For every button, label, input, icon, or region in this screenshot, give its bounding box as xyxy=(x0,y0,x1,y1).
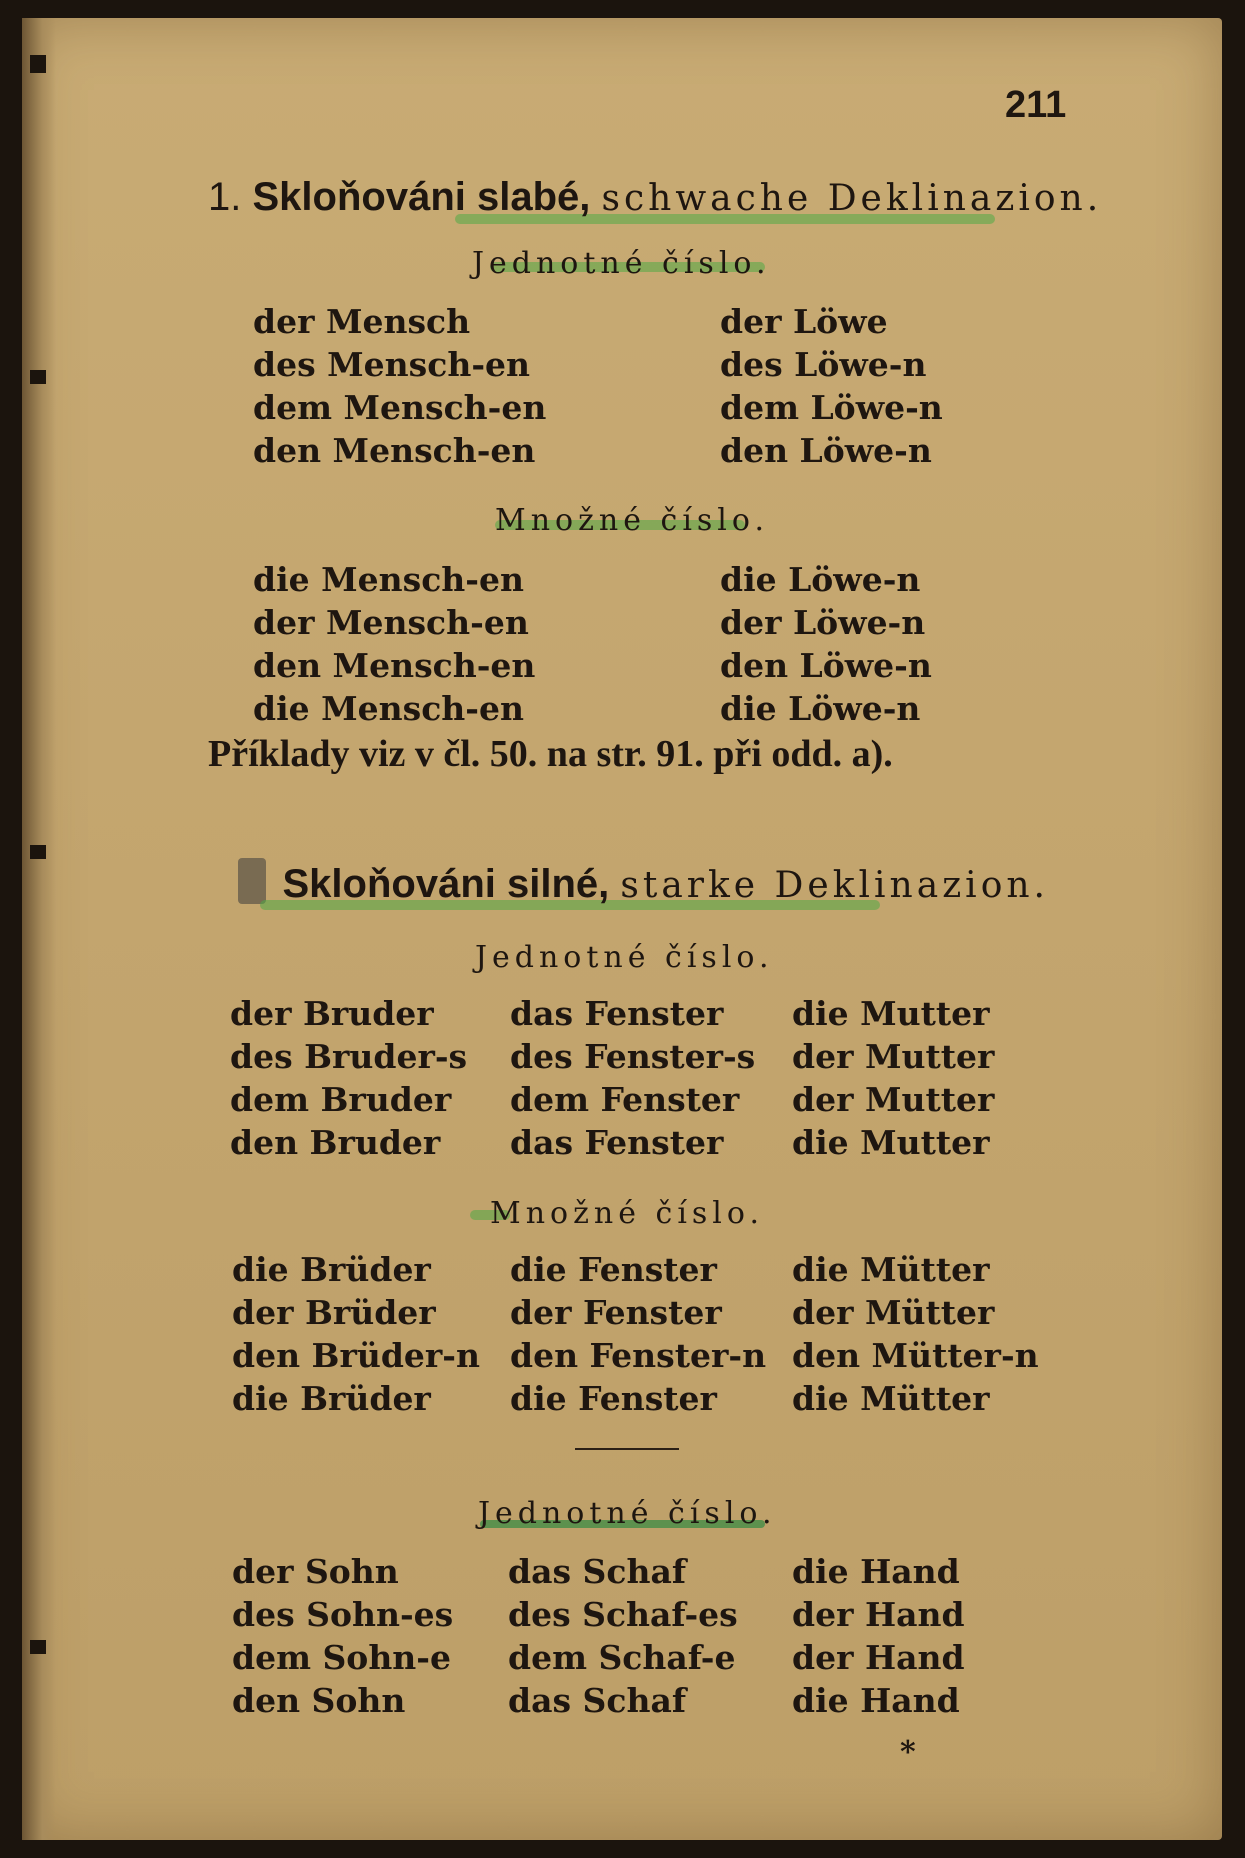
list-item: der Brüder xyxy=(232,1293,436,1332)
list-item: die Hand xyxy=(792,1681,960,1720)
binding-mark xyxy=(30,845,46,859)
section1-reference: Příklady viz v čl. 50. na str. 91. při odd. a). xyxy=(208,733,893,775)
list-item: der Fenster xyxy=(510,1293,722,1332)
section2-singular-col2 xyxy=(510,992,755,1164)
section1-plural-label: Množné číslo. xyxy=(495,503,769,538)
list-item: den Löwe-n xyxy=(720,646,932,685)
list-item: der Hand xyxy=(792,1595,965,1634)
section3-col3 xyxy=(792,1550,965,1722)
list-item: das Schaf xyxy=(508,1681,687,1720)
section3-col1 xyxy=(232,1550,453,1722)
list-item: die Löwe-n xyxy=(720,560,921,599)
list-item: das Fenster xyxy=(510,1123,724,1162)
section2-title-cz: Skloňováni silné, xyxy=(282,862,610,906)
list-item: der Mütter xyxy=(792,1293,995,1332)
binding-mark xyxy=(30,1640,46,1654)
list-item: der Mutter xyxy=(792,1037,995,1076)
list-item: des Löwe-n xyxy=(720,345,927,384)
section3-singular-label: Jednotné číslo. xyxy=(478,1496,777,1531)
list-item: des Schaf-es xyxy=(508,1595,738,1634)
list-item: der Löwe xyxy=(720,302,888,341)
list-item: den Fenster-n xyxy=(510,1336,767,1375)
list-item: das Fenster xyxy=(510,994,724,1033)
list-item: die Mutter xyxy=(792,1123,990,1162)
list-item: des Bruder-s xyxy=(230,1037,468,1076)
list-item: des Mensch-en xyxy=(253,345,531,384)
list-item: der Hand xyxy=(792,1638,965,1677)
list-item: dem Bruder xyxy=(230,1080,452,1119)
list-item: der Mensch xyxy=(253,302,471,341)
binding-mark xyxy=(30,370,46,384)
section1-singular-label: Jednotné číslo. xyxy=(472,246,771,281)
list-item: die Mutter xyxy=(792,994,990,1033)
list-item: der Mensch-en xyxy=(253,603,529,642)
list-item: des Sohn-es xyxy=(232,1595,454,1634)
binding-mark xyxy=(30,55,46,73)
list-item: dem Fenster xyxy=(510,1080,740,1119)
list-item: den Sohn xyxy=(232,1681,406,1720)
list-item: den Mütter-n xyxy=(792,1336,1039,1375)
list-item: dem Sohn-e xyxy=(232,1638,451,1677)
section1-title-de: schwache Deklinazion. xyxy=(601,178,1103,219)
list-item: dem Schaf-e xyxy=(508,1638,736,1677)
list-item: des Fenster-s xyxy=(510,1037,756,1076)
list-item: den Mensch-en xyxy=(253,431,536,470)
section2-plural-col1 xyxy=(232,1248,480,1420)
list-item: der Bruder xyxy=(230,994,434,1033)
list-item: den Bruder xyxy=(230,1123,441,1162)
list-item: die Mensch-en xyxy=(253,689,524,728)
section2-plural-label: Množné číslo. xyxy=(490,1196,764,1231)
list-item: dem Löwe-n xyxy=(720,388,943,427)
section1-plural-col2 xyxy=(720,558,932,730)
book-spine xyxy=(22,18,56,1840)
section2-singular-label: Jednotné číslo. xyxy=(475,940,774,975)
list-item: der Mutter xyxy=(792,1080,995,1119)
section1-plural-col1 xyxy=(253,558,535,730)
list-item: der Sohn xyxy=(232,1552,399,1591)
section2-heading xyxy=(238,862,1049,907)
list-item: dem Mensch-en xyxy=(253,388,547,427)
section1-title-cz: Skloňováni slabé, xyxy=(252,175,591,219)
section1-singular-col1 xyxy=(253,300,546,472)
list-item: die Löwe-n xyxy=(720,689,921,728)
page-number: 211 xyxy=(1005,84,1067,126)
list-item: die Fenster xyxy=(510,1250,717,1289)
list-item: die Mensch-en xyxy=(253,560,524,599)
list-item: der Löwe-n xyxy=(720,603,926,642)
section2-title-de: starke Deklinazion. xyxy=(620,865,1049,906)
list-item: den Brüder-n xyxy=(232,1336,480,1375)
list-item: die Brüder xyxy=(232,1250,431,1289)
divider xyxy=(575,1448,679,1450)
list-item: den Mensch-en xyxy=(253,646,536,685)
list-item: das Schaf xyxy=(508,1552,687,1591)
list-item: die Brüder xyxy=(232,1379,431,1418)
list-item: die Hand xyxy=(792,1552,960,1591)
list-item: die Fenster xyxy=(510,1379,717,1418)
section2-singular-col1 xyxy=(230,992,467,1164)
section2-plural-col3 xyxy=(792,1248,1039,1420)
section1-singular-col2 xyxy=(720,300,943,472)
section2-plural-col2 xyxy=(510,1248,766,1420)
section2-singular-col3 xyxy=(792,992,994,1164)
list-item: den Löwe-n xyxy=(720,431,932,470)
footnote-mark: * xyxy=(900,1735,916,1770)
section2-number xyxy=(238,862,271,906)
section3-col2 xyxy=(508,1550,738,1722)
section1-heading xyxy=(208,175,1102,220)
section1-number: 1. xyxy=(208,175,242,219)
list-item: die Mütter xyxy=(792,1379,990,1418)
list-item: die Mütter xyxy=(792,1250,990,1289)
